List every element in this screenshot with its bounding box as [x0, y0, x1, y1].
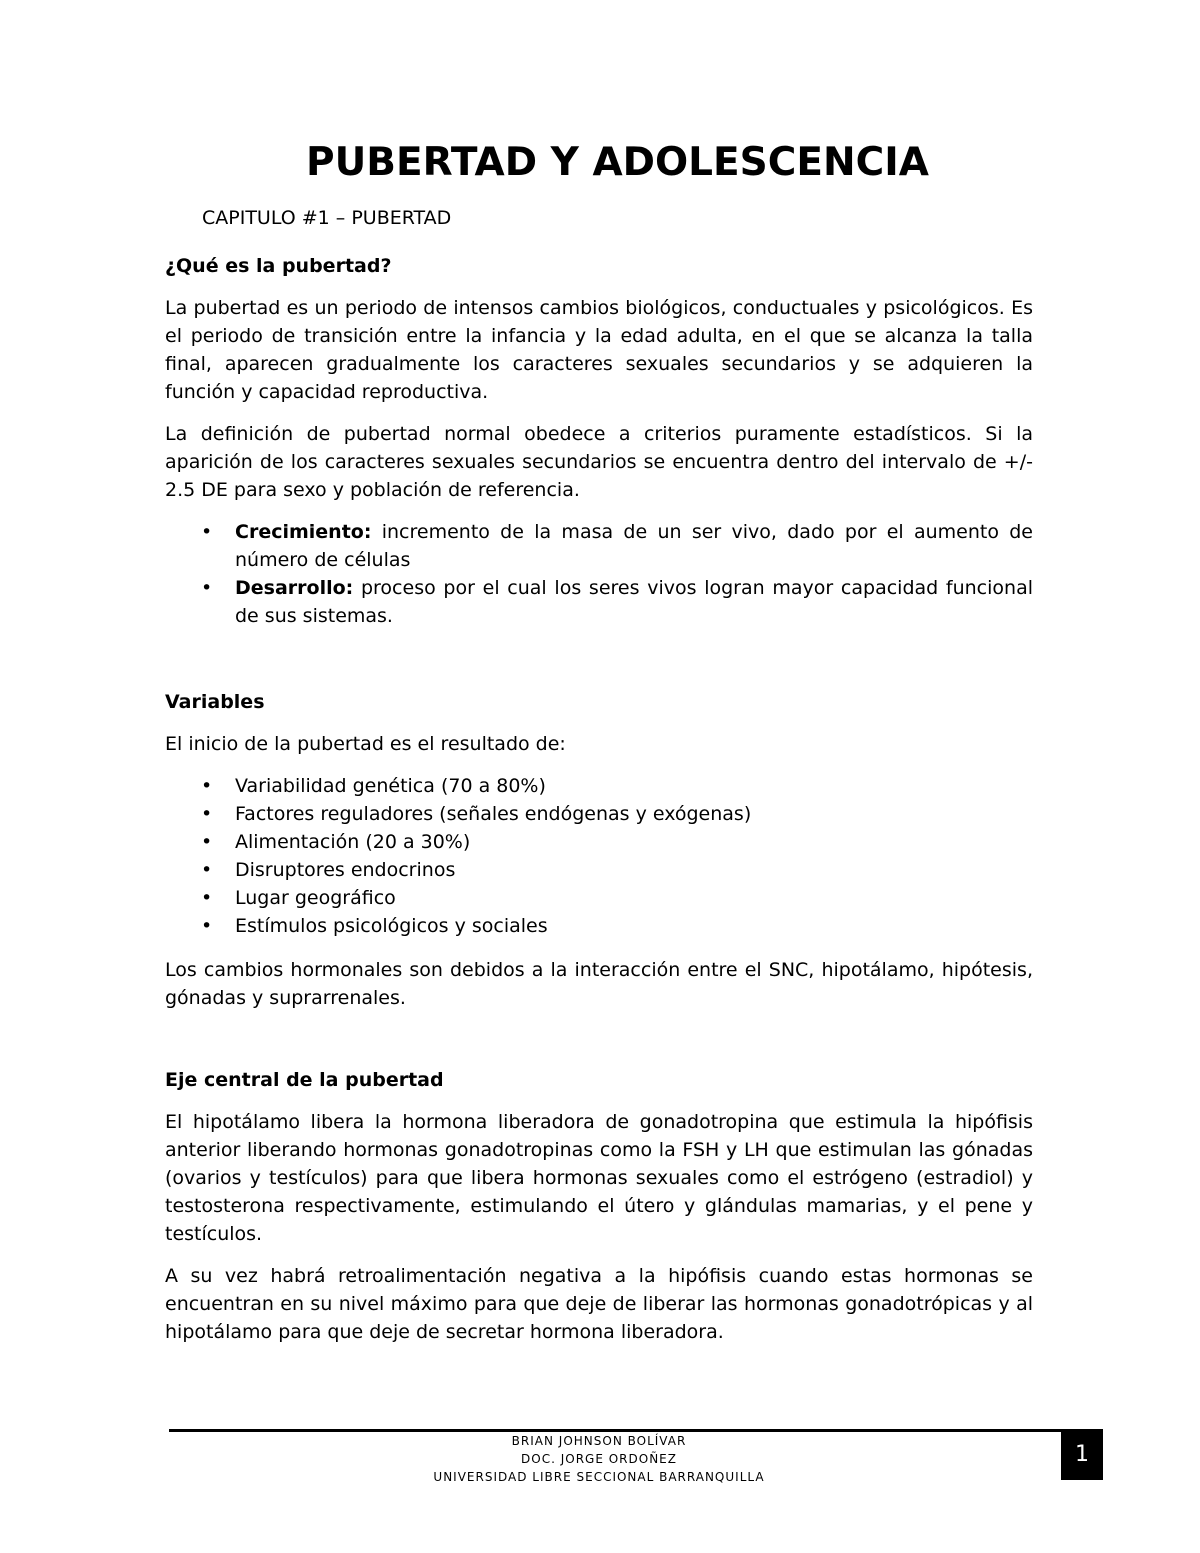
bullet-icon: •	[201, 775, 213, 797]
list-item	[165, 574, 1033, 630]
list-item	[165, 772, 1033, 800]
list-item	[165, 518, 1033, 574]
paragraph-variables-intro: El inicio de la pubertad es el resultado de:	[165, 733, 566, 755]
list-item-text: Factores reguladores (señales endógenas y exógenas)	[235, 803, 752, 825]
list-item	[165, 828, 1033, 856]
bullet-icon: •	[201, 915, 213, 937]
bullet-icon: •	[201, 577, 213, 599]
footer-author: BRIAN JOHNSON BOLÍVAR	[511, 1434, 687, 1448]
chapter-heading: CAPITULO #1 – PUBERTAD	[202, 207, 452, 229]
definitions-list	[165, 518, 1033, 630]
paragraph-negative-feedback: A su vez habrá retroalimentación negativa a la hipófisis cuando estas hormonas se encuentran en su nivel máximo para que deje de liberar las hormonas gonadotrópicas y al hipotálamo para que deje de secretar hormona liberadora.	[165, 1265, 1033, 1343]
bullet-icon: •	[201, 887, 213, 909]
bullet-icon: •	[201, 831, 213, 853]
paragraph-puberty-definition: La pubertad es un periodo de intensos cambios biológicos, conductuales y psicológicos. Es el periodo de transición entre la infancia y la edad adulta, en el que se alcanza la talla final, aparecen gradualmente los caracteres sexuales secundarios y se adquieren la función y capacidad reproductiva.	[165, 297, 1033, 403]
definition-development: proceso por el cual los seres vivos logran mayor capacidad funcional de sus sistemas.	[235, 577, 1033, 627]
term-growth: Crecimiento:	[235, 521, 372, 543]
section-heading-central-axis: Eje central de la pubertad	[165, 1069, 444, 1091]
definition-growth: incremento de la masa de un ser vivo, dado por el aumento de número de células	[235, 521, 1033, 571]
list-item-text: Alimentación (20 a 30%)	[235, 831, 471, 853]
list-item	[165, 856, 1033, 884]
list-item	[165, 884, 1033, 912]
bullet-icon: •	[201, 803, 213, 825]
paragraph-normal-puberty: La definición de pubertad normal obedece a criterios puramente estadísticos. Si la aparición de los caracteres sexuales secundarios se encuentra dentro del intervalo de +/- 2.5 DE para sexo y población de referencia.	[165, 423, 1033, 501]
section-heading-variables: Variables	[165, 691, 265, 713]
document-body	[165, 252, 1033, 1346]
section-heading-what-is-puberty: ¿Qué es la pubertad?	[165, 255, 392, 277]
bullet-icon: •	[201, 859, 213, 881]
list-item-text: Lugar geográfico	[235, 887, 396, 909]
footer-teacher: DOC. JORGE ORDOÑEZ	[521, 1452, 677, 1466]
list-item-text: Estímulos psicológicos y sociales	[235, 915, 548, 937]
bullet-icon: •	[201, 521, 213, 543]
page-number: 1	[1061, 1429, 1103, 1480]
paragraph-hormonal-changes: Los cambios hormonales son debidos a la interacción entre el SNC, hipotálamo, hipótesis, gónadas y suprarrenales.	[165, 959, 1033, 1009]
list-item-text: Variabilidad genética (70 a 80%)	[235, 775, 546, 797]
document-title: PUBERTAD Y ADOLESCENCIA	[306, 140, 929, 185]
paragraph-hypothalamus: El hipotálamo libera la hormona liberadora de gonadotropina que estimula la hipófisis anterior liberando hormonas gonadotropinas como la FSH y LH que estimulan las gónadas (ovarios y testículos) para que libera hormonas sexuales como el estrógeno (estradiol) y testosterona respectivamente, estimulando el útero y glándulas mamarias, y el pene y testículos.	[165, 1111, 1033, 1245]
list-item-text: Disruptores endocrinos	[235, 859, 456, 881]
footer-credits	[169, 1432, 1029, 1486]
list-item	[165, 912, 1033, 940]
variables-list	[165, 772, 1033, 940]
footer-university: UNIVERSIDAD LIBRE SECCIONAL BARRANQUILLA	[433, 1470, 765, 1484]
term-development: Desarrollo:	[235, 577, 354, 599]
list-item	[165, 800, 1033, 828]
